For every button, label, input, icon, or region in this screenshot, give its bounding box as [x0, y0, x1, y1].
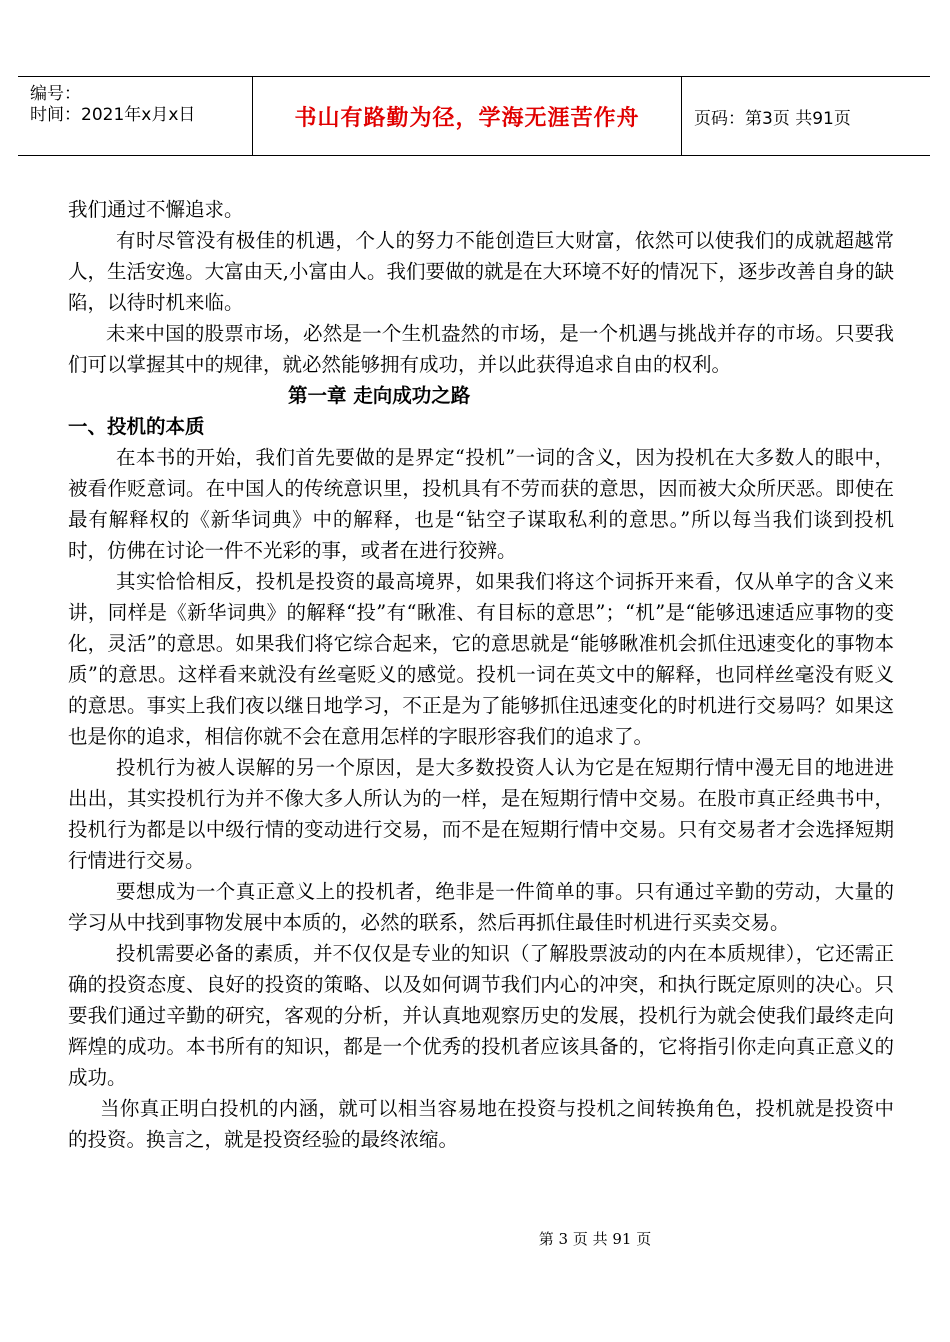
- document-number-label: 编号：: [30, 84, 81, 104]
- header-motto: 书山有路勤为径，学海无涯苦作舟: [294, 105, 640, 131]
- header-page-info: 页码：第3页 共91页: [694, 108, 851, 129]
- document-time-label: 时间：2021年x月x日: [30, 105, 196, 125]
- header-motto-cell: [252, 77, 682, 155]
- paragraph: 当你真正明白投机的内涵，就可以相当容易地在投资与投机之间转换角色，投机就是投资中的投资。换言之，就是投资经验的最终浓缩。: [68, 1097, 894, 1151]
- paragraph: 投机需要必备的素质，并不仅仅是专业的知识（了解股票波动的内在本质规律），它还需正确的投资态度、良好的投资的策略、以及如何调节我们内心的冲突，和执行既定原则的决心。只要我们通过辛勤的研究，客观的分析，并认真地观察历史的发展，投机行为就会使我们最终走向辉煌的成功。本书所有的知识，都是一个优秀的投机者应该具备的，它将指引你走向真正意义的成功。: [68, 942, 894, 1089]
- document-body: [68, 194, 894, 1155]
- header-meta-cell: [18, 77, 252, 155]
- paragraph: 未来中国的股票市场，必然是一个生机盎然的市场，是一个机遇与挑战并存的市场。只要我们可以掌握其中的规律，就必然能够拥有成功，并以此获得追求自由的权利。: [68, 322, 894, 376]
- header-page-cell: [682, 77, 930, 155]
- page-footer: 第 3 页 共 91 页: [538, 1230, 652, 1248]
- paragraph: 我们通过不懈追求。: [68, 198, 244, 221]
- page-header: [18, 76, 930, 156]
- paragraph: 投机行为被人误解的另一个原因，是大多数投资人认为它是在短期行情中漫无目的地进进出出，其实投机行为并不像大多人所认为的一样，是在短期行情中交易。在股市真正经典书中，投机行为都是以中级行情的变动进行交易，而不是在短期行情中交易。只有交易者才会选择短期行情进行交易。: [68, 756, 894, 872]
- chapter-title: 第一章 走向成功之路: [288, 384, 471, 407]
- paragraph: 在本书的开始，我们首先要做的是界定“投机”一词的含义，因为投机在大多数人的眼中，被看作贬意词。在中国人的传统意识里，投机具有不劳而获的意思，因而被大众所厌恶。即使在最有解释权的《新华词典》中的解释，也是“钻空子谋取私利的意思。”所以每当我们谈到投机时，仿佛在讨论一件不光彩的事，或者在进行狡辨。: [68, 446, 894, 562]
- paragraph: 其实恰恰相反，投机是投资的最高境界，如果我们将这个词拆开来看，仅从单字的含义来讲，同样是《新华词典》的解释“投”有“瞅准、有目标的意思”；“机”是“能够迅速适应事物的变化，灵活”的意思。如果我们将它综合起来，它的意思就是“能够瞅准机会抓住迅速变化的事物本质”的意思。这样看来就没有丝毫贬义的感觉。投机一词在英文中的解释，也同样丝毫没有贬义的意思。事实上我们夜以继日地学习，不正是为了能够抓住迅速变化的时机进行交易吗？如果这也是你的追求，相信你就不会在意用怎样的字眼形容我们的追求了。: [68, 570, 894, 748]
- section-title: 一、投机的本质: [68, 415, 205, 438]
- paragraph: 有时尽管没有极佳的机遇，个人的努力不能创造巨大财富，依然可以使我们的成就超越常人，生活安逸。大富由天,小富由人。我们要做的就是在大环境不好的情况下，逐步改善自身的缺陷，以待时机来临。: [68, 229, 894, 314]
- paragraph: 要想成为一个真正意义上的投机者，绝非是一件简单的事。只有通过辛勤的劳动，大量的学习从中找到事物发展中本质的，必然的联系，然后再抓住最佳时机进行买卖交易。: [68, 880, 894, 934]
